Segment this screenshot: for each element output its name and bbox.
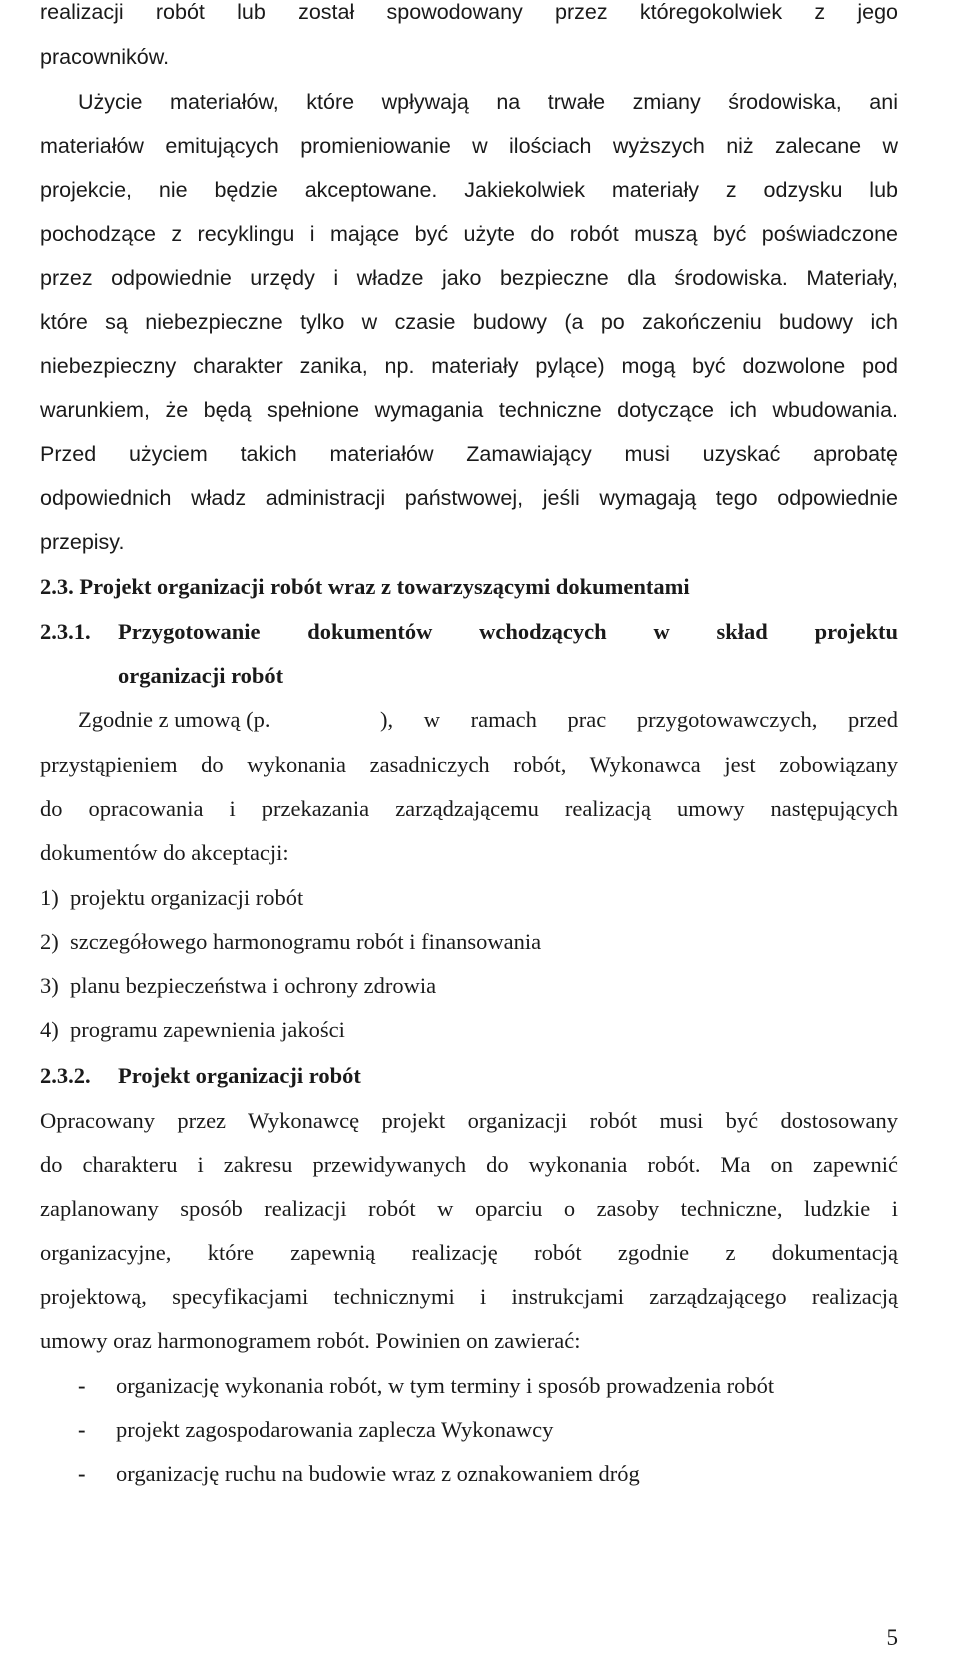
paragraph-line bbox=[40, 483, 898, 513]
list-item bbox=[40, 883, 898, 913]
text-line: niebezpieczny charakter zanika, np. materiały pylące) mogą być dozwolone pod bbox=[40, 354, 898, 378]
text-line: które są niebezpieczne tylko w czasie budowy (a po zakończeniu budowy ich bbox=[40, 310, 898, 334]
section-heading-2-3-1-cont bbox=[40, 661, 898, 691]
paragraph-line bbox=[40, 395, 898, 425]
text-line: do opracowania i przekazania zarządzającemu realizacją umowy następujących bbox=[40, 796, 898, 821]
paragraph-line bbox=[40, 351, 898, 381]
paragraph-line bbox=[40, 87, 898, 117]
heading-text: organizacji robót bbox=[118, 663, 284, 688]
bullet-item bbox=[40, 1459, 898, 1489]
text-fragment: ), w ramach prac przygotowawczych, przed bbox=[380, 707, 898, 732]
section-heading-2-3-2 bbox=[40, 1061, 898, 1091]
list-item bbox=[40, 927, 898, 957]
paragraph-line bbox=[40, 527, 898, 557]
text-line: warunkiem, że będą spełnione wymagania techniczne dotyczące ich wbudowania. bbox=[40, 398, 898, 422]
list-item-text: 4) programu zapewnienia jakości bbox=[40, 1017, 345, 1042]
paragraph-line bbox=[40, 0, 898, 27]
text-line: dokumentów do akceptacji: bbox=[40, 840, 289, 865]
paragraph-line bbox=[40, 1326, 898, 1356]
list-item-text: 3) planu bezpieczeństwa i ochrony zdrowia bbox=[40, 973, 437, 998]
bullet-item bbox=[40, 1415, 898, 1445]
page-number: 5 bbox=[886, 1625, 898, 1650]
paragraph-line bbox=[40, 1238, 898, 1268]
text-line: projekcie, nie będzie akceptowane. Jakiekolwiek materiały z odzysku lub bbox=[40, 178, 898, 202]
text-line: odpowiednich władz administracji państwowej, jeśli wymagają tego odpowiednie bbox=[40, 486, 898, 510]
bullet-text: projekt zagospodarowania zaplecza Wykonawcy bbox=[116, 1417, 554, 1442]
section-heading-2-3-1 bbox=[40, 617, 898, 647]
paragraph-line bbox=[40, 1150, 898, 1180]
text-line: Użycie materiałów, które wpływają na trwałe zmiany środowiska, ani bbox=[78, 90, 898, 114]
dash-bullet: - bbox=[78, 1461, 86, 1486]
list-item-text: 2) szczegółowego harmonogramu robót i finansowania bbox=[40, 929, 542, 954]
paragraph-line bbox=[40, 1194, 898, 1224]
heading-number: 2.3.2. bbox=[40, 1063, 91, 1088]
text-line: do charakteru i zakresu przewidywanych do wykonania robót. Ma on zapewnić bbox=[40, 1152, 898, 1177]
text-line: przez odpowiednie urzędy i władze jako bezpieczne dla środowiska. Materiały, bbox=[40, 266, 898, 290]
list-item bbox=[40, 971, 898, 1001]
paragraph-line bbox=[40, 175, 898, 205]
paragraph-line bbox=[40, 794, 898, 824]
paragraph-line bbox=[40, 838, 898, 868]
paragraph-line bbox=[40, 750, 898, 780]
text-line: zaplanowany sposób realizacji robót w oparciu o zasoby techniczne, ludzkie i bbox=[40, 1196, 898, 1221]
heading-text: Przygotowanie dokumentów wchodzących w skład projektu bbox=[118, 619, 898, 644]
dash-bullet: - bbox=[78, 1417, 86, 1442]
text-line: pochodzące z recyklingu i mające być użyte do robót muszą być poświadczone bbox=[40, 222, 898, 246]
section-heading-2-3 bbox=[40, 572, 898, 602]
text-line: przepisy. bbox=[40, 530, 125, 554]
text-line: materiałów emitujących promieniowanie w ilościach wyższych niż zalecane w bbox=[40, 134, 898, 158]
text-line: pracowników. bbox=[40, 45, 170, 69]
paragraph-line bbox=[40, 263, 898, 293]
paragraph-line bbox=[40, 131, 898, 161]
text-line: przystąpieniem do wykonania zasadniczych robót, Wykonawca jest zobowiązany bbox=[40, 752, 898, 777]
paragraph-line bbox=[40, 1106, 898, 1136]
list-item-text: 1) projektu organizacji robót bbox=[40, 885, 304, 910]
bullet-item bbox=[40, 1371, 898, 1401]
paragraph-line bbox=[40, 705, 898, 735]
text-line: projektową, specyfikacjami technicznymi i instrukcjami zarządzającego realizacją bbox=[40, 1284, 898, 1309]
dash-bullet: - bbox=[78, 1373, 86, 1398]
heading-text: 2.3. Projekt organizacji robót wraz z towarzyszącymi dokumentami bbox=[40, 574, 690, 599]
text-line: realizacji robót lub został spowodowany przez któregokolwiek z jego bbox=[40, 0, 898, 24]
paragraph-line bbox=[40, 307, 898, 337]
text-fragment: Zgodnie z umową (p. bbox=[78, 707, 271, 732]
heading-number: 2.3.1. bbox=[40, 619, 91, 644]
text-line: umowy oraz harmonogramem robót. Powinien on zawierać: bbox=[40, 1328, 581, 1353]
text-line: Przed użyciem takich materiałów Zamawiający musi uzyskać aprobatę bbox=[40, 442, 898, 466]
paragraph-line bbox=[40, 42, 898, 72]
text-line: organizacyjne, które zapewnią realizację robót zgodnie z dokumentacją bbox=[40, 1240, 898, 1265]
paragraph-line bbox=[40, 439, 898, 469]
heading-text: Projekt organizacji robót bbox=[118, 1063, 361, 1088]
paragraph-line bbox=[40, 1282, 898, 1312]
text-line: Opracowany przez Wykonawcę projekt organizacji robót musi być dostosowany bbox=[40, 1108, 898, 1133]
bullet-text: organizację ruchu na budowie wraz z oznakowaniem dróg bbox=[116, 1461, 640, 1486]
bullet-text: organizację wykonania robót, w tym terminy i sposób prowadzenia robót bbox=[116, 1373, 775, 1398]
list-item bbox=[40, 1015, 898, 1045]
paragraph-line bbox=[40, 219, 898, 249]
